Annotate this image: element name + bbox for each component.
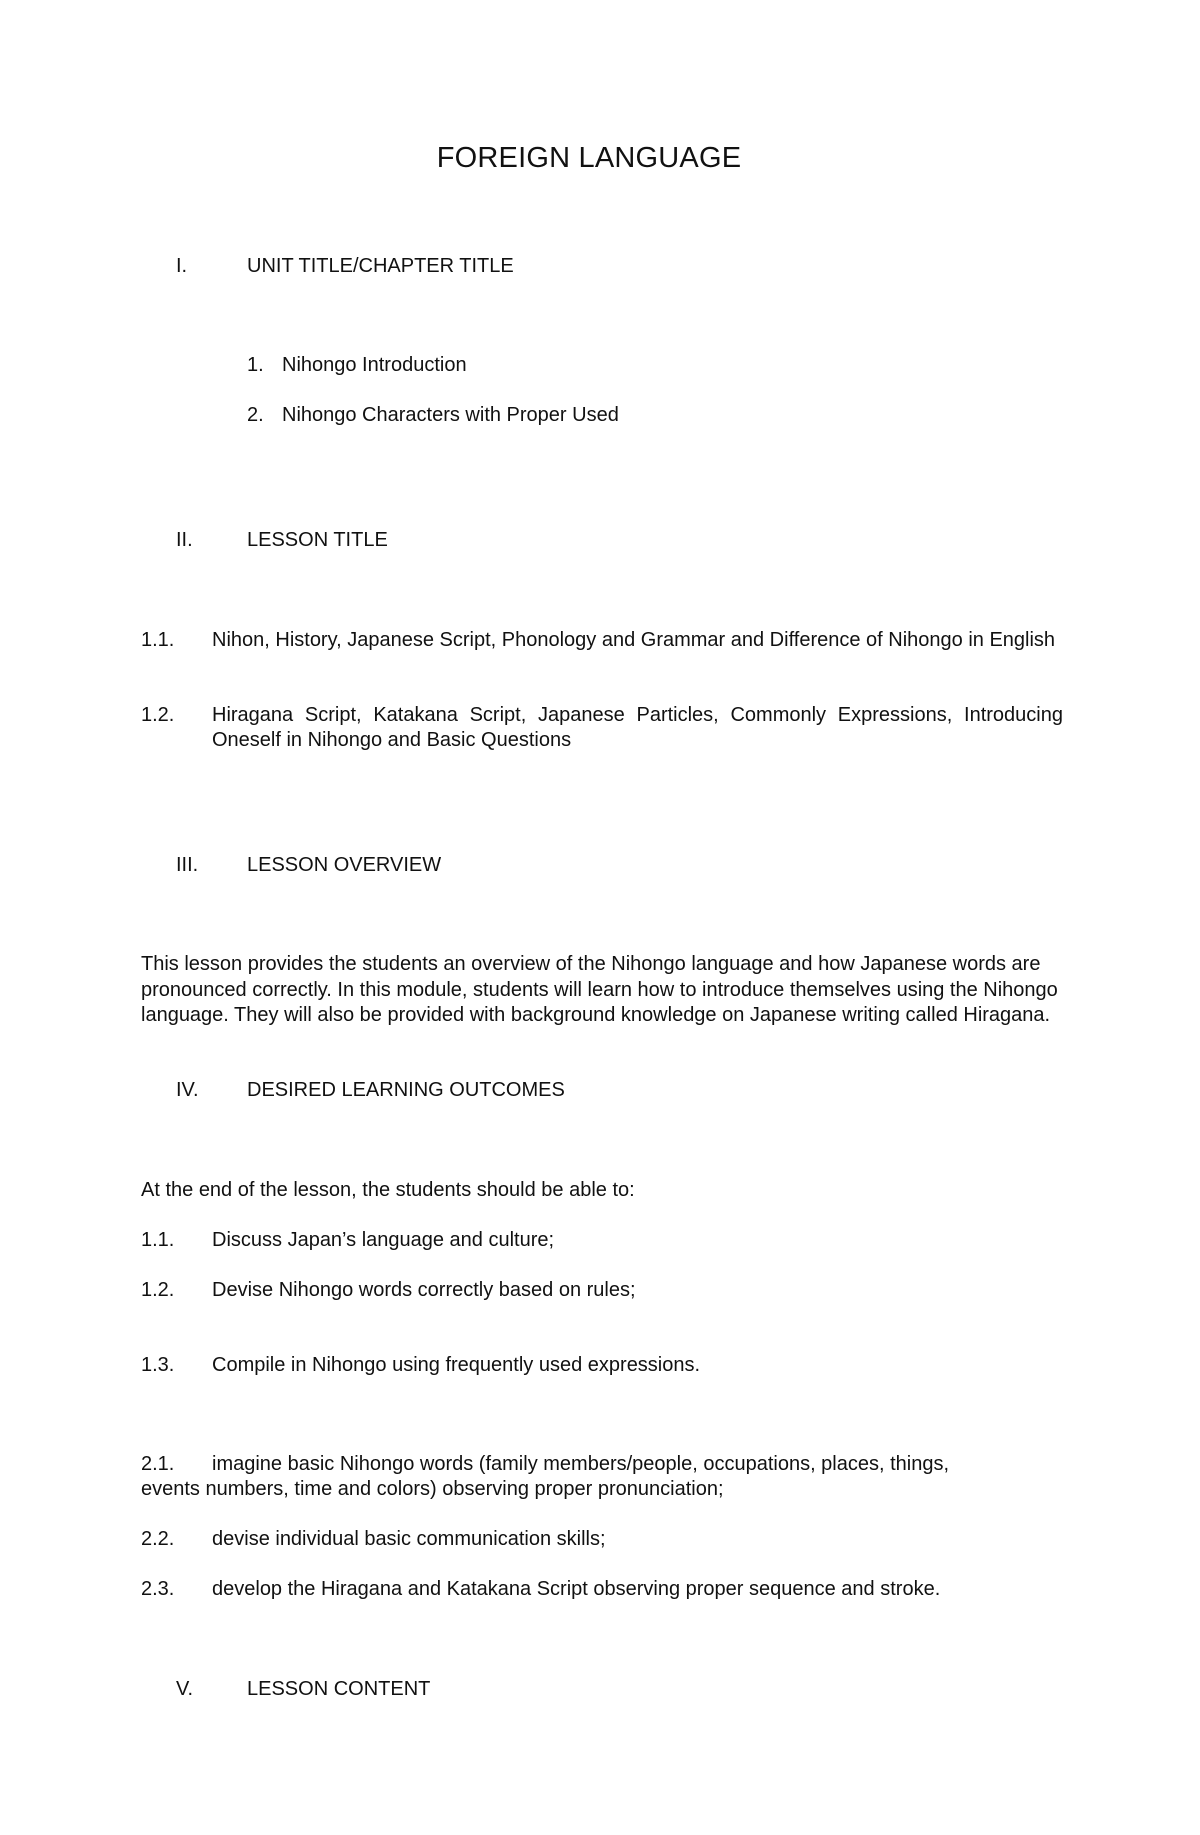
list-item-text: Discuss Japan’s language and culture; bbox=[212, 1229, 555, 1251]
page-title: FOREIGN LANGUAGE bbox=[436, 142, 742, 174]
section-heading: UNIT TITLE/CHAPTER TITLE bbox=[247, 255, 514, 277]
list-item-number: 2. bbox=[247, 404, 264, 426]
list-item-text: Compile in Nihongo using frequently used expressions. bbox=[212, 1354, 701, 1376]
section-number: I. bbox=[176, 255, 188, 277]
section-number: IV. bbox=[176, 1079, 199, 1101]
section-number: III. bbox=[176, 854, 199, 876]
section-heading: DESIRED LEARNING OUTCOMES bbox=[247, 1079, 565, 1101]
list-item-number: 1.3. bbox=[141, 1354, 175, 1376]
section-heading: LESSON TITLE bbox=[247, 529, 388, 551]
list-item-text: imagine basic Nihongo words (family members/people, occupations, places, things, bbox=[212, 1453, 950, 1475]
list-item-text: Hiragana Script, Katakana Script, Japanese Particles, Commonly Expressions, Introducing Oneself in Nihongo and Basic Questions bbox=[212, 704, 1063, 751]
section-heading: LESSON OVERVIEW bbox=[247, 854, 442, 876]
list-item-number: 1.2. bbox=[141, 1279, 175, 1301]
section-number: II. bbox=[176, 529, 193, 551]
list-item-number: 2.3. bbox=[141, 1578, 175, 1600]
list-item-number: 1.2. bbox=[141, 704, 175, 726]
outcomes-intro: At the end of the lesson, the students should be able to: bbox=[141, 1179, 635, 1201]
list-item-number: 2.1. bbox=[141, 1453, 175, 1475]
list-item-text: Nihongo Introduction bbox=[282, 354, 467, 376]
list-item-number: 2.2. bbox=[141, 1528, 175, 1550]
list-item-text-continued: events numbers, time and colors) observing proper pronunciation; bbox=[141, 1478, 724, 1500]
list-item-text: Nihon, History, Japanese Script, Phonology and Grammar and Difference of Nihongo in English bbox=[212, 629, 1056, 651]
list-item-number: 1. bbox=[247, 354, 264, 376]
overview-paragraph: This lesson provides the students an overview of the Nihongo language and how Japanese words are pronounced correctly. In this module, students will learn how to introduce themselves using the Nihongo language. They will also be provided with background knowledge on Japanese writing called Hiragana. bbox=[141, 953, 1058, 1026]
list-item-text: Devise Nihongo words correctly based on rules; bbox=[212, 1279, 636, 1301]
list-item-text: develop the Hiragana and Katakana Script observing proper sequence and stroke. bbox=[212, 1578, 941, 1600]
list-item-text: devise individual basic communication skills; bbox=[212, 1528, 606, 1550]
section-heading: LESSON CONTENT bbox=[247, 1678, 431, 1700]
section-number: V. bbox=[176, 1678, 194, 1700]
list-item-number: 1.1. bbox=[141, 1229, 175, 1251]
list-item-text: Nihongo Characters with Proper Used bbox=[282, 404, 619, 426]
list-item-number: 1.1. bbox=[141, 629, 175, 651]
